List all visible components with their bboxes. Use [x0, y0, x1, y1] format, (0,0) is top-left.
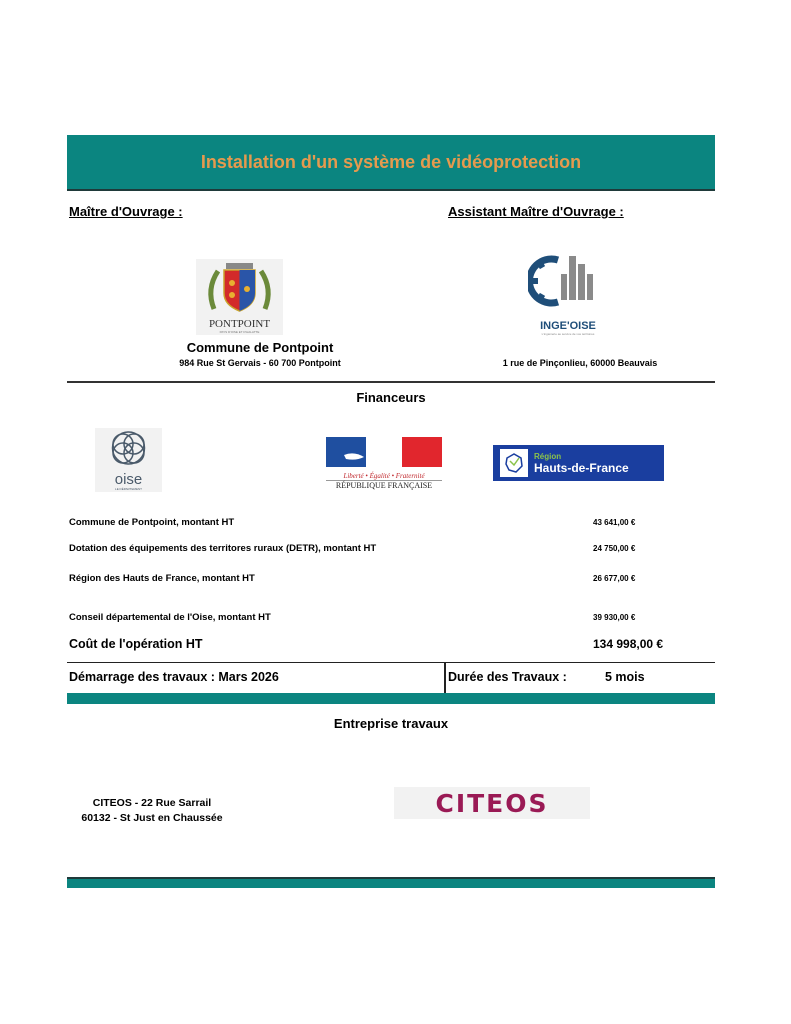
funding-row-amount: 39 930,00 €	[593, 613, 636, 622]
pontpoint-logo	[196, 259, 283, 335]
entreprise-address	[67, 796, 237, 826]
region-hauts-de-france-logo	[493, 445, 664, 481]
total-label: Coût de l'opération HT	[69, 637, 203, 651]
duration-label: Durée des Travaux :	[448, 670, 567, 684]
entreprise-address-line2: 60132 - St Just en Chaussée	[81, 812, 223, 824]
republique-francaise-logo	[326, 437, 442, 491]
funding-row-label: Région des Hauts de France, montant HT	[69, 573, 255, 584]
funding-row-label: Dotation des équipements des territores ruraux (DETR), montant HT	[69, 543, 377, 554]
oise-rings-icon	[95, 428, 162, 468]
teal-divider	[67, 693, 715, 704]
divider	[67, 381, 715, 383]
marianne-icon	[326, 437, 442, 467]
france-map-icon	[500, 449, 528, 477]
funding-row-amount: 43 641,00 €	[593, 518, 636, 527]
divider	[67, 662, 715, 663]
start-date: Démarrage des travaux : Mars 2026	[69, 670, 279, 684]
total-amount: 134 998,00 €	[593, 637, 664, 651]
republique-name: RÉPUBLIQUE FRANÇAISE	[335, 481, 433, 490]
column-divider	[444, 662, 446, 693]
maitre-ouvrage-address: 984 Rue St Gervais - 60 700 Pontpoint	[179, 358, 341, 368]
financeurs-title: Financeurs	[356, 390, 426, 405]
funding-row-label: Conseil départemental de l'Oise, montant HT	[69, 612, 271, 623]
ingeoise-logo-text: INGE'OISE	[540, 320, 596, 332]
oise-logo-subtext: LE DÉPARTEMENT	[115, 487, 142, 491]
maitre-ouvrage-label: Maître d'Ouvrage :	[69, 204, 183, 219]
pontpoint-logo-subtext: PAYS D'OISE ET D'HALATTE	[219, 330, 260, 334]
coat-of-arms-icon	[196, 259, 283, 315]
title-banner	[67, 135, 715, 191]
funding-row-amount: 24 750,00 €	[593, 544, 636, 553]
maitre-ouvrage-name: Commune de Pontpoint	[186, 340, 334, 355]
region-logo-line2: Hauts-de-France	[534, 460, 629, 475]
oise-logo	[95, 428, 162, 492]
assistant-label: Assistant Maître d'Ouvrage :	[448, 204, 624, 219]
gear-building-icon	[528, 252, 608, 307]
duration-value: 5 mois	[605, 670, 645, 684]
oise-logo-text: oise	[114, 471, 143, 488]
region-logo-line1: Région	[534, 451, 562, 461]
citeos-logo-text: CITEOS	[435, 788, 549, 818]
footer-bar	[67, 879, 715, 888]
citeos-logo	[394, 787, 590, 819]
page-title: Installation d'un système de vidéoprotection	[200, 151, 582, 172]
ingeoise-logo-subtext: L'ingénierie au service de vos territoires	[541, 332, 595, 336]
entreprise-address-line1: CITEOS - 22 Rue Sarrail	[92, 797, 212, 809]
entreprise-title: Entreprise travaux	[333, 716, 449, 731]
funding-row-amount: 26 677,00 €	[593, 574, 636, 583]
assistant-address: 1 rue de Pinçonlieu, 60000 Beauvais	[502, 358, 658, 368]
republique-motto: Liberté • Égalité • Fraternité	[326, 472, 442, 481]
funding-row-label: Commune de Pontpoint, montant HT	[69, 517, 235, 528]
pontpoint-logo-text: PONTPOINT	[208, 318, 271, 330]
ingeoise-logo	[528, 252, 608, 334]
